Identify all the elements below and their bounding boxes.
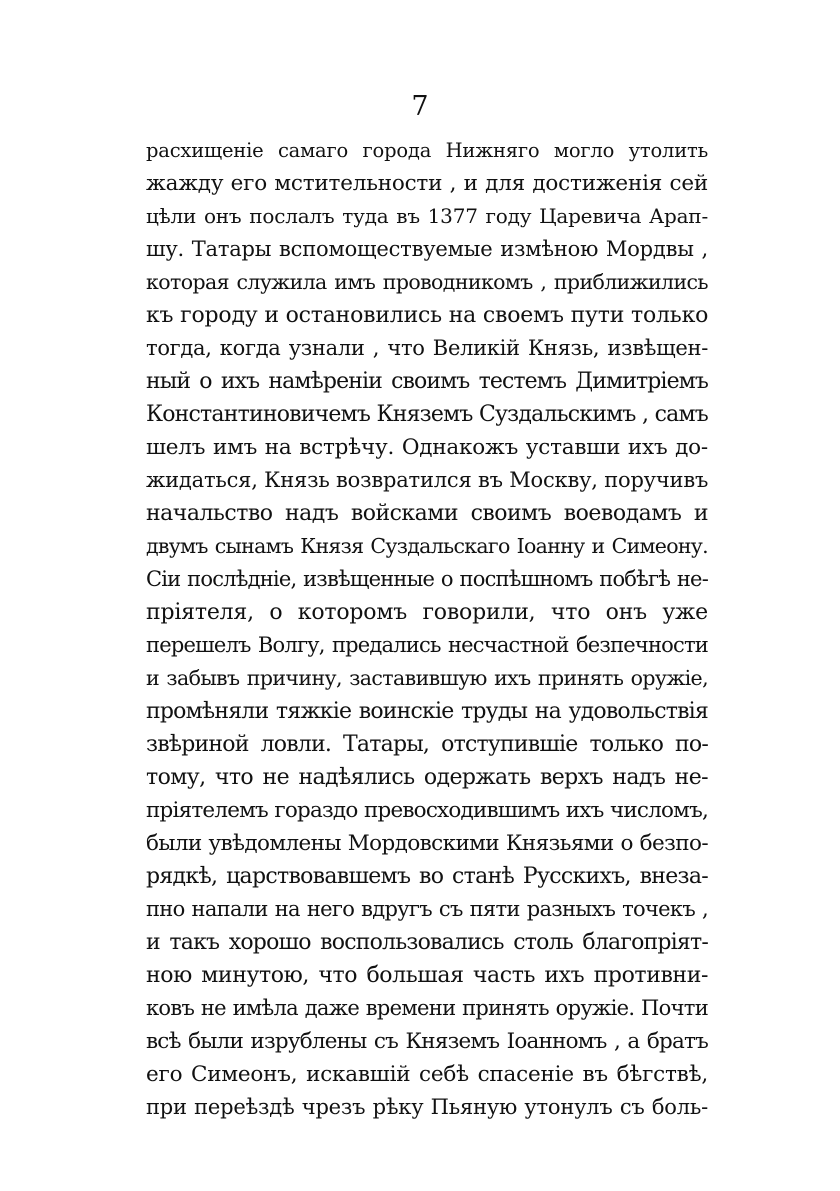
text-line: тогда, когда узнали , что Великій Князь, извѣщен- [146,336,708,360]
text-line: цѣли онъ послалъ туда въ 1377 году Царевича Арап- [146,204,708,228]
text-line: расхищеніе самаго города Нижняго могло утолить [146,139,708,162]
text-line: перешелъ Волгу, предались несчастной безпечности [146,633,708,657]
body-text [146,134,708,1124]
text-line: всѣ были изрублены съ Княземъ Іоанномъ , а братъ [146,1029,708,1054]
text-line: пріятелемъ гораздо превосходившимъ ихъ числомъ, [146,798,708,823]
text-line: пріятеля, о которомъ говорили, что онъ уже [146,600,708,625]
text-line: и такъ хорошо воспользовались столь благопріят- [146,930,708,955]
text-line: ною минутою, что большая часть ихъ противни- [146,963,708,988]
text-line: ковъ не имѣла даже времени принять оружіе. Почти [146,996,708,1020]
page-number: 7 [411,91,429,122]
text-line: тому, что не надѣялись одержать верхъ надъ не- [146,765,708,790]
text-line: къ городу и остановились на своемъ пути только [146,303,709,328]
text-line: шу. Татары вспомоществуемые измѣною Мордвы , [146,237,708,261]
text-line: звѣриной ловли. Татары, отступившіе только по- [146,732,708,757]
text-line: и забывъ причину, заставившую ихъ принять оружіе, [146,666,708,690]
text-line: были увѣдомлены Мордовскими Князьями о безпо- [146,831,708,856]
text-line: ный о ихъ намѣреніи своимъ тестемъ Димитріемъ [146,369,708,394]
text-line: двумъ сынамъ Князя Суздальскаго Іоанну и Симеону. [146,534,708,558]
text-line: шелъ имъ на встрѣчу. Однакожъ уставши ихъ до- [146,435,708,460]
text-line: пно напали на него вдругъ съ пяти разныхъ точекъ , [146,897,708,921]
text-line: жидаться, Князь возвратился въ Москву, поручивъ [146,468,709,492]
text-line: при переѣздѣ чрезъ рѣку Пьяную утонулъ съ боль- [146,1095,708,1119]
text-line: промѣняли тяжкіе воинскіе труды на удовольствія [146,699,708,724]
text-line: начальство надъ войсками своимъ воеводамъ и [146,501,708,526]
text-line: Константиновичемъ Княземъ Суздальскимъ , самъ [146,402,708,427]
text-line: его Симеонъ, искавшій себѣ спасеніе въ бѣгствѣ, [146,1062,708,1087]
text-line: Сіи послѣдніе, извѣщенные о поспѣшномъ побѣгѣ не- [146,567,708,591]
text-line: жажду его мстительности , и для достиженія сей [146,171,708,196]
text-line: которая служила имъ проводникомъ , приближились [146,270,708,294]
text-line: рядкѣ, царствовавшемъ во станѣ Русскихъ, внеза- [146,864,708,889]
